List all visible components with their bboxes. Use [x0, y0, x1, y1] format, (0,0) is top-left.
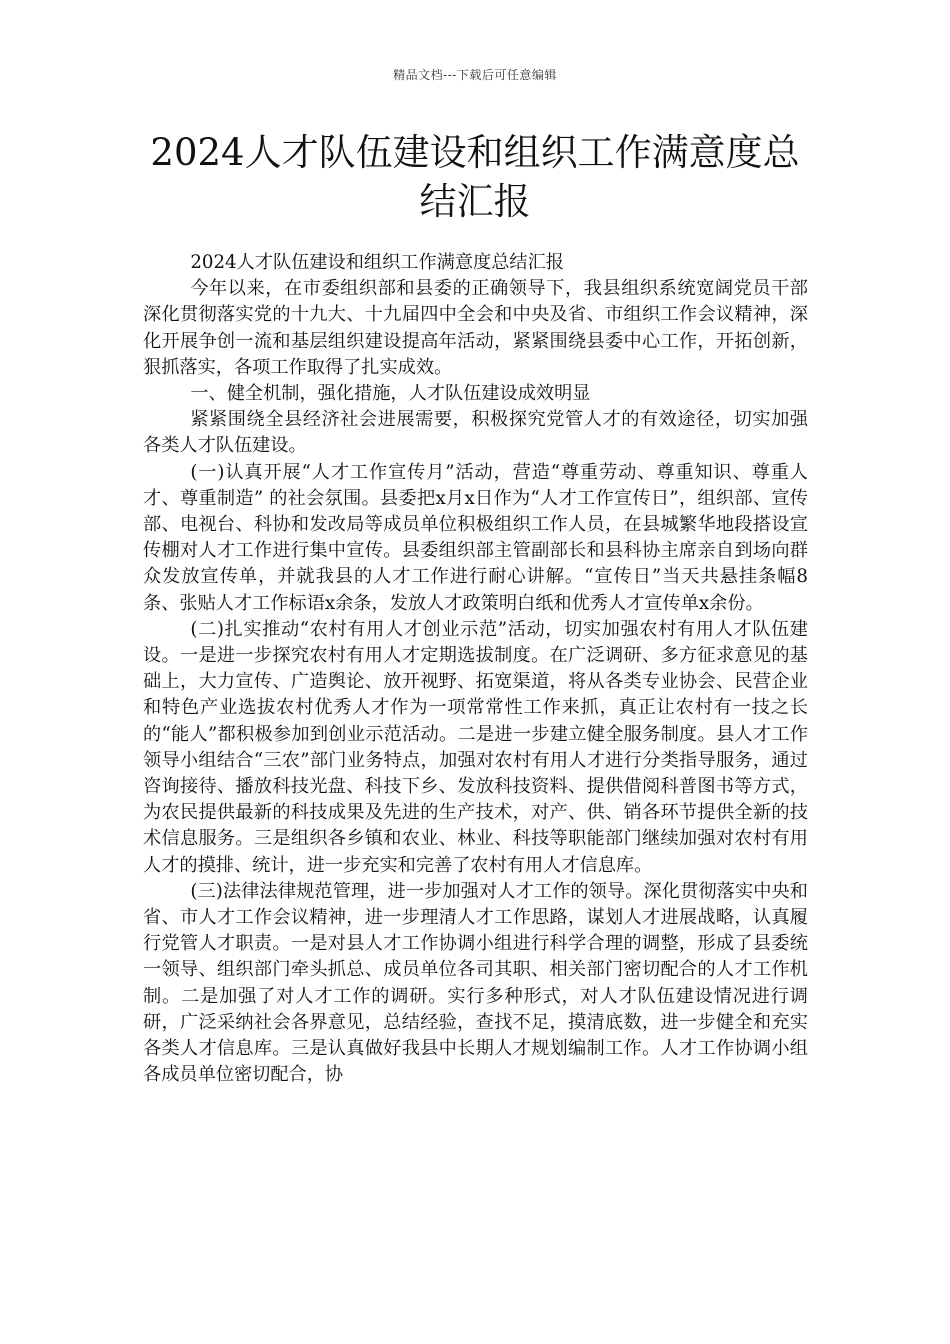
paragraph-section-1-summary: 紧紧围绕全县经济社会进展需要，积极探究党管人才的有效途径，切实加强各类人才队伍建设。: [143, 409, 808, 457]
paragraph-item-2: (二)扎实推动“农村有用人才创业示范”活动，切实加强农村有用人才队伍建设。一是进一步探究农村有用人才定期选拔制度。在广泛调研、多方征求意见的基础上，大力宣传、广造舆论、放开视野、拓宽渠道，将从各类专业协会、民营企业和特色产业选拔农村优秀人才作为一项常常性工作来抓，真正让农村有一技之长的“能人”都积极参加到创业示范活动。二是进一步建立健全服务制度。县人才工作领导小组结合“三农”部门业务特点，加强对农村有用人才进行分类指导服务，通过咨询接待、播放科技光盘、科技下乡、发放科技资料、提供借阅科普图书等方式，为农民提供最新的科技成果及先进的生产技术，对产、供、销各环节提供全新的技术信息服务。三是组织各乡镇和农业、林业、科技等职能部门继续加强对农村有用人才的摸排、统计，进一步充实和完善了农村有用人才信息库。: [143, 618, 808, 876]
paragraph-subtitle: 2024人才队伍建设和组织工作满意度总结汇报: [190, 252, 564, 273]
section-heading-1: 一、健全机制，强化措施，人才队伍建设成效明显: [190, 383, 591, 405]
document-body: [143, 250, 808, 1089]
document-title: 2024人才队伍建设和组织工作满意度总结汇报: [150, 131, 800, 223]
page-header-watermark: 精品文档---下载后可任意编辑: [393, 68, 557, 82]
paragraph-item-1: (一)认真开展“人才工作宣传月”活动，营造“尊重劳动、尊重知识、尊重人才、尊重制造” 的社会氛围。县委把x月x日作为“人才工作宣传日”，组织部、宣传部、电视台、科协和发改局等成员单位积极组织工作人员，在县城繁华地段搭设宣传棚对人才工作进行集中宣传。县委组织部主管副部长和县科协主席亲自到场向群众发放宣传单，并就我县的人才工作进行耐心讲解。“宣传日”当天共悬挂条幅8条、张贴人才工作标语x余条，发放人才政策明白纸和优秀人才宣传单x余份。: [143, 461, 808, 614]
paragraph-item-3: (三)法律法律规范管理，进一步加强对人才工作的领导。深化贯彻落实中央和省、市人才工作会议精神，进一步理清人才工作思路，谋划人才进展战略，认真履行党管人才职责。一是对县人才工作协调小组进行科学合理的调整，形成了县委统一领导、组织部门牵头抓总、成员单位各司其职、相关部门密切配合的人才工作机制。二是加强了对人才工作的调研。实行多种形式，对人才队伍建设情况进行调研，广泛采纳社会各界意见，总结经验，查找不足，摸清底数，进一步健全和充实各类人才信息库。三是认真做好我县中长期人才规划编制工作。人才工作协调小组各成员单位密切配合，协: [143, 880, 808, 1086]
paragraph-intro: 今年以来，在市委组织部和县委的正确领导下，我县组织系统宽阔党员干部深化贯彻落实党的十九大、十九届四中全会和中央及省、市组织工作会议精神，深化开展争创一流和基层组织建设提高年活动，紧紧围绕县委中心工作，开拓创新，狠抓落实，各项工作取得了扎实成效。: [143, 278, 808, 378]
